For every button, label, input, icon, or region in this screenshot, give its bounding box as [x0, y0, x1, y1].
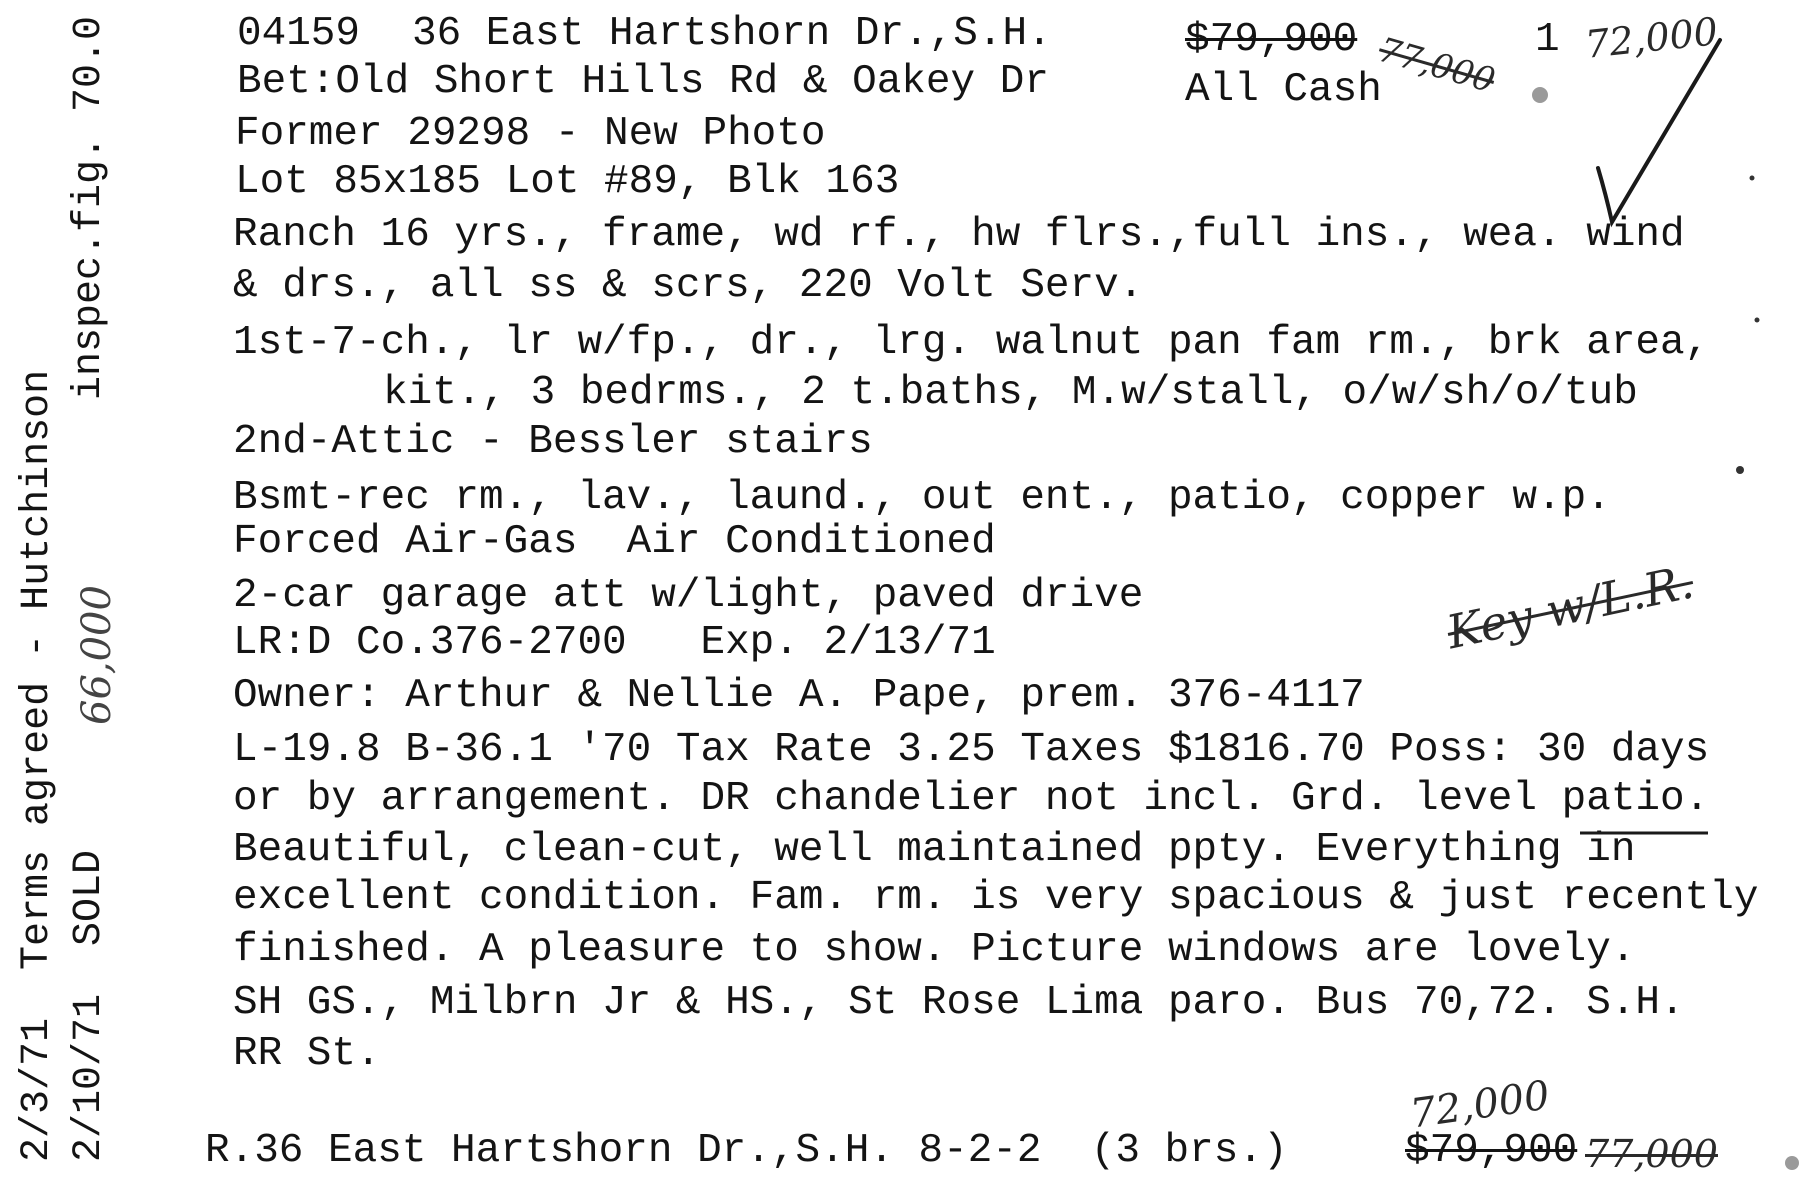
listing-price-revision: 77,000 [1373, 30, 1500, 102]
footer-price-revision: 77,000 [1585, 1132, 1718, 1176]
detail-line: Owner: Arthur & Nellie A. Pape, prem. 376-4117 [233, 673, 1365, 719]
detail-line: & drs., all ss & scrs, 220 Volt Serv. [233, 263, 1144, 309]
listing-price: $79,900 [1185, 17, 1358, 63]
detail-line: Beautiful, clean-cut, well maintained ppty. Everything in [233, 827, 1636, 873]
detail-line: excellent condition. Fam. rm. is very spacious & just recently [233, 875, 1759, 921]
detail-line: finished. A pleasure to show. Picture windows are lovely. [233, 927, 1636, 973]
checkmark-icon [1598, 40, 1720, 222]
cross-streets: Bet:Old Short Hills Rd & Oakey Dr [237, 59, 1049, 105]
footer-summary: R.36 East Hartshorn Dr.,S.H. 8-2-2 (3 brs.) [205, 1128, 1288, 1174]
ink-dot [1755, 318, 1760, 323]
ink-dot [1750, 176, 1755, 181]
detail-line: Forced Air-Gas Air Conditioned [233, 519, 996, 565]
footer-handwritten-price: 72,000 [1407, 1072, 1553, 1138]
detail-line: L-19.8 B-36.1 '70 Tax Rate 3.25 Taxes $1816.70 Poss: 30 days [233, 727, 1710, 773]
detail-line: Ranch 16 yrs., frame, wd rf., hw flrs.,full ins., wea. wind [233, 212, 1685, 258]
side-note-terms: 2/3/71 Terms agreed - Hutchinson [15, 369, 60, 1162]
detail-line: SH GS., Milbrn Jr & HS., St Rose Lima paro. Bus 70,72. S.H. [233, 980, 1685, 1026]
ink-dot [1785, 1156, 1799, 1170]
listing-number: 04159 [237, 11, 361, 57]
detail-line: kit., 3 bedrms., 2 t.baths, M.w/stall, o/w/sh/o/tub [383, 370, 1638, 416]
detail-line: Bsmt-rec rm., lav., laund., out ent., patio, copper w.p. [233, 475, 1611, 521]
footer-price: $79,900 [1405, 1128, 1578, 1174]
detail-line: RR St. [233, 1031, 381, 1077]
listing-terms: All Cash [1185, 67, 1382, 113]
listing-address: 36 East Hartshorn Dr.,S.H. [412, 11, 1052, 57]
ink-dot [1736, 466, 1744, 474]
side-note-inspec: inspec.fig. 70.0 [67, 15, 112, 400]
handwritten-key-note: Key w/L.R. [1442, 554, 1699, 660]
side-note-sold: 2/10/71 SOLD [67, 849, 112, 1162]
detail-line: 1st-7-ch., lr w/fp., dr., lrg. walnut pan fam rm., brk area, [233, 320, 1710, 366]
lot-info: Lot 85x185 Lot #89, Blk 163 [235, 159, 900, 205]
former-listing: Former 29298 - New Photo [235, 111, 826, 157]
detail-line: 2nd-Attic - Bessler stairs [233, 419, 873, 465]
ink-dot [1532, 87, 1548, 103]
side-note-sold-price: 66,000 [74, 585, 120, 725]
detail-line: 2-car garage att w/light, paved drive [233, 573, 1144, 619]
page-number: 1 [1535, 17, 1560, 63]
detail-line: LR:D Co.376-2700 Exp. 2/13/71 [233, 620, 996, 666]
handwritten-top-right: 72,000 [1583, 9, 1720, 67]
detail-line: or by arrangement. DR chandelier not incl. Grd. level patio. [233, 776, 1710, 822]
